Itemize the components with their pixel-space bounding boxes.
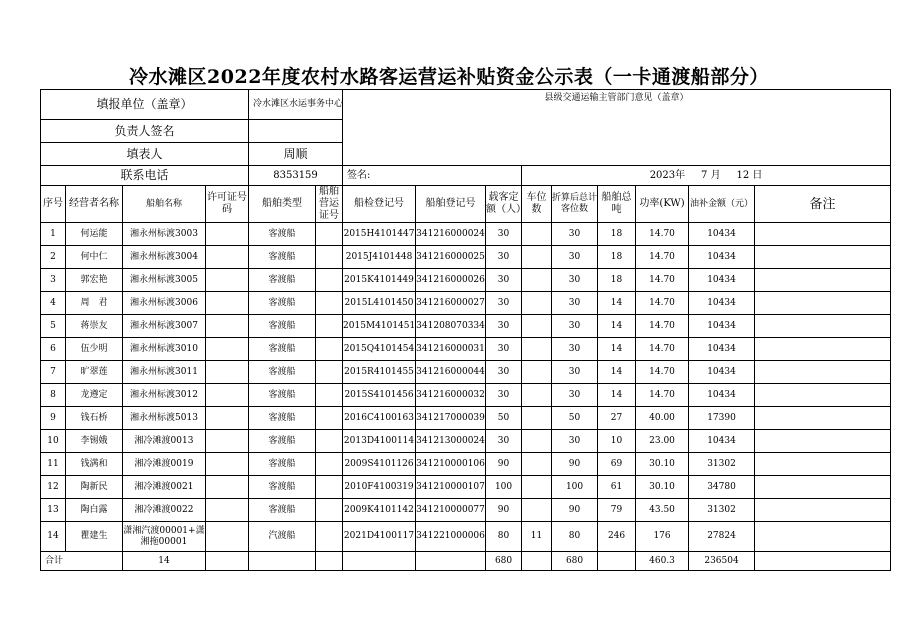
table-row — [41, 499, 891, 522]
table-cell — [755, 476, 891, 499]
table-cell: 10434 — [689, 269, 755, 292]
table-cell: 2016C4100163 — [343, 407, 416, 430]
table-cell: 14.70 — [636, 292, 689, 315]
table-cell — [206, 430, 249, 453]
table-cell: 30 — [552, 361, 598, 384]
table-cell — [316, 407, 343, 430]
table-row — [41, 246, 891, 269]
table-cell: 陶白露 — [66, 499, 123, 522]
table-cell: 14.70 — [636, 384, 689, 407]
table-cell: 何中仁 — [66, 246, 123, 269]
col-header: 船检登记号 — [343, 186, 416, 223]
table-cell: 30 — [552, 430, 598, 453]
col-header: 船舶类型 — [249, 186, 316, 223]
table-cell: 湘永州标渡3004 — [123, 246, 206, 269]
table-cell: 79 — [598, 499, 636, 522]
table-cell: 30 — [486, 384, 522, 407]
filler-value: 周顺 — [249, 143, 343, 166]
table-cell: 34780 — [689, 476, 755, 499]
table-cell: 100 — [486, 476, 522, 499]
col-header: 车位数 — [522, 186, 552, 223]
table-row — [41, 361, 891, 384]
table-cell: 湘永州标渡3005 — [123, 269, 206, 292]
table-cell: 2015K4101449 — [343, 269, 416, 292]
table-cell: 9 — [41, 407, 66, 430]
table-cell: 80 — [486, 522, 522, 552]
table-cell: 客渡船 — [249, 476, 316, 499]
table-cell: 湘永州标渡3011 — [123, 361, 206, 384]
table-cell — [316, 499, 343, 522]
table-cell: 14.70 — [636, 315, 689, 338]
table-cell: 钱满和 — [66, 453, 123, 476]
person-label: 负责人签名 — [41, 120, 249, 143]
table-cell: 8 — [41, 384, 66, 407]
table-cell — [755, 407, 891, 430]
table-cell: 2015Q4101454 — [343, 338, 416, 361]
table-cell: 伍少明 — [66, 338, 123, 361]
table-cell: 客渡船 — [249, 338, 316, 361]
table-cell: 176 — [636, 522, 689, 552]
table-cell — [316, 292, 343, 315]
table-cell: 14 — [598, 338, 636, 361]
table-cell: 14.70 — [636, 269, 689, 292]
table-cell: 客渡船 — [249, 384, 316, 407]
table-cell — [206, 384, 249, 407]
unit-value: 冷水滩区水运事务中心 — [249, 90, 343, 120]
table-row — [41, 407, 891, 430]
table-cell: 14 — [598, 361, 636, 384]
table-cell: 30 — [552, 292, 598, 315]
table-cell: 90 — [552, 453, 598, 476]
table-cell: 341221000006 — [416, 522, 486, 552]
table-cell — [522, 499, 552, 522]
table-cell: 341216000044 — [416, 361, 486, 384]
table-cell: 341216000026 — [416, 269, 486, 292]
table-cell: 10434 — [689, 223, 755, 246]
table-cell: 341216000024 — [416, 223, 486, 246]
table-cell: 旷翠莲 — [66, 361, 123, 384]
table-cell: 客渡船 — [249, 361, 316, 384]
table-cell: 汽渡船 — [249, 522, 316, 552]
table-cell: 341216000032 — [416, 384, 486, 407]
total-capacity: 680 — [486, 552, 522, 571]
table-cell: 30 — [552, 338, 598, 361]
table-cell: 郭宏艳 — [66, 269, 123, 292]
table-cell: 客渡船 — [249, 499, 316, 522]
table-cell: 李锡娥 — [66, 430, 123, 453]
table-cell: 湘冷滩渡0013 — [123, 430, 206, 453]
table-cell — [522, 338, 552, 361]
table-cell: 10 — [41, 430, 66, 453]
table-cell: 61 — [598, 476, 636, 499]
table-cell: 2015J4101448 — [343, 246, 416, 269]
table-cell — [522, 453, 552, 476]
table-cell: 5 — [41, 315, 66, 338]
table-cell: 2015L4101450 — [343, 292, 416, 315]
col-header: 载客定额（人） — [486, 186, 522, 223]
phone-value: 8353159 — [249, 166, 343, 186]
table-cell — [206, 453, 249, 476]
table-cell: 湘永州标渡3003 — [123, 223, 206, 246]
county-opinion: 县级交通运输主管部门意见（盖章） — [343, 90, 891, 166]
table-cell: 341216000031 — [416, 338, 486, 361]
table-cell: 湘永州标渡5013 — [123, 407, 206, 430]
table-cell — [755, 223, 891, 246]
table-row — [41, 453, 891, 476]
table-cell: 14 — [598, 315, 636, 338]
table-row — [41, 430, 891, 453]
table-cell: 14.70 — [636, 361, 689, 384]
table-cell — [522, 430, 552, 453]
table-cell: 31302 — [689, 453, 755, 476]
table-cell — [316, 223, 343, 246]
table-cell: 50 — [486, 407, 522, 430]
table-cell: 31302 — [689, 499, 755, 522]
table-cell — [522, 476, 552, 499]
table-cell: 18 — [598, 269, 636, 292]
table-cell: 钱石桥 — [66, 407, 123, 430]
table-cell — [522, 292, 552, 315]
table-cell: 客渡船 — [249, 223, 316, 246]
table-cell: 7 — [41, 361, 66, 384]
col-header: 船舶登记号 — [416, 186, 486, 223]
col-header: 折算后总计客位数 — [552, 186, 598, 223]
table-cell: 40.00 — [636, 407, 689, 430]
table-cell: 23.00 — [636, 430, 689, 453]
table-cell — [755, 384, 891, 407]
table-cell — [522, 407, 552, 430]
table-cell: 2015R4101455 — [343, 361, 416, 384]
table-row — [41, 384, 891, 407]
table-cell: 10 — [598, 430, 636, 453]
col-header: 船舶营运证号 — [316, 186, 343, 223]
col-header: 许可证号码 — [206, 186, 249, 223]
page-title: 冷水滩区2022年度农村水路客运营运补贴资金公示表（一卡通渡船部分） — [129, 66, 769, 88]
table-cell: 湘冷滩渡0019 — [123, 453, 206, 476]
table-cell: 27824 — [689, 522, 755, 552]
date-year: 2023年 — [649, 170, 686, 181]
table-cell: 30 — [486, 361, 522, 384]
table-cell: 潇湘汽渡00001+潇湘拖00001 — [123, 522, 206, 552]
person-value — [249, 120, 343, 143]
table-cell: 周 君 — [66, 292, 123, 315]
table-cell: 30 — [486, 246, 522, 269]
table-cell: 30 — [486, 338, 522, 361]
table-cell — [206, 476, 249, 499]
table-cell: 14 — [598, 292, 636, 315]
table-row — [41, 269, 891, 292]
date-month: 7 月 — [701, 170, 721, 181]
table-cell: 14.70 — [636, 223, 689, 246]
table-cell: 1 — [41, 223, 66, 246]
total-subsidy: 236504 — [689, 552, 755, 571]
table-cell: 龙遵定 — [66, 384, 123, 407]
table-cell: 30 — [486, 269, 522, 292]
table-cell — [522, 269, 552, 292]
table-cell: 341208070334 — [416, 315, 486, 338]
total-row — [41, 552, 891, 571]
table-cell — [522, 384, 552, 407]
table-cell: 100 — [552, 476, 598, 499]
table-cell: 30 — [552, 223, 598, 246]
total-count: 14 — [123, 552, 206, 571]
date-day: 12 日 — [736, 170, 763, 181]
table-row — [41, 476, 891, 499]
total-converted: 680 — [552, 552, 598, 571]
table-cell: 30 — [552, 315, 598, 338]
table-cell: 2013D4100114 — [343, 430, 416, 453]
table-cell: 10434 — [689, 338, 755, 361]
table-cell: 341213000024 — [416, 430, 486, 453]
table-cell: 11 — [522, 522, 552, 552]
table-cell: 客渡船 — [249, 246, 316, 269]
table-cell — [522, 315, 552, 338]
table-cell — [206, 269, 249, 292]
table-cell: 客渡船 — [249, 292, 316, 315]
table-cell: 2009S4101126 — [343, 453, 416, 476]
table-cell: 湘永州标渡3010 — [123, 338, 206, 361]
table-cell — [316, 361, 343, 384]
table-cell — [206, 292, 249, 315]
table-cell: 湘永州标渡3006 — [123, 292, 206, 315]
col-header: 船舶名称 — [123, 186, 206, 223]
table-cell: 341216000027 — [416, 292, 486, 315]
table-cell: 湘冷滩渡0022 — [123, 499, 206, 522]
table-cell: 14.70 — [636, 246, 689, 269]
table-cell: 341210000107 — [416, 476, 486, 499]
table-cell: 14.70 — [636, 338, 689, 361]
table-cell — [316, 338, 343, 361]
table-cell — [755, 292, 891, 315]
table-cell: 瞿建生 — [66, 522, 123, 552]
table-cell — [316, 522, 343, 552]
filler-label: 填表人 — [41, 143, 249, 166]
table-cell: 30.10 — [636, 453, 689, 476]
col-header: 油补金额（元） — [689, 186, 755, 223]
table-cell — [522, 223, 552, 246]
table-cell: 11 — [41, 453, 66, 476]
sign-label: 签名: — [343, 166, 522, 186]
table-row — [41, 522, 891, 552]
table-cell: 14 — [598, 384, 636, 407]
table-cell: 30 — [552, 269, 598, 292]
table-cell: 2009K4101142 — [343, 499, 416, 522]
table-cell: 341210000077 — [416, 499, 486, 522]
table-cell: 蒋崇友 — [66, 315, 123, 338]
table-cell: 湘永州标渡3007 — [123, 315, 206, 338]
table-cell — [206, 315, 249, 338]
table-cell: 10434 — [689, 361, 755, 384]
table-cell — [316, 476, 343, 499]
table-cell — [316, 453, 343, 476]
table-cell: 湘永州标渡3012 — [123, 384, 206, 407]
table-cell: 30 — [552, 246, 598, 269]
table-row — [41, 338, 891, 361]
table-cell: 2021D4100117 — [343, 522, 416, 552]
table-cell: 18 — [598, 246, 636, 269]
table-cell: 341217000039 — [416, 407, 486, 430]
table-cell: 湘冷滩渡0021 — [123, 476, 206, 499]
table-cell: 43.50 — [636, 499, 689, 522]
table-cell: 4 — [41, 292, 66, 315]
table-cell — [316, 246, 343, 269]
table-cell: 10434 — [689, 384, 755, 407]
table-cell — [206, 499, 249, 522]
total-label: 合计 — [41, 552, 123, 571]
table-cell — [316, 430, 343, 453]
table-cell — [755, 430, 891, 453]
table-cell: 30.10 — [636, 476, 689, 499]
table-row — [41, 223, 891, 246]
table-cell: 10434 — [689, 315, 755, 338]
col-header: 备注 — [755, 186, 891, 223]
table-cell — [755, 315, 891, 338]
col-header: 船舶总吨 — [598, 186, 636, 223]
table-cell: 客渡船 — [249, 453, 316, 476]
table-row — [41, 292, 891, 315]
table-cell: 30 — [486, 430, 522, 453]
table-cell: 90 — [552, 499, 598, 522]
table-cell: 27 — [598, 407, 636, 430]
table-cell — [316, 315, 343, 338]
table-cell: 14 — [41, 522, 66, 552]
table-cell: 陶新民 — [66, 476, 123, 499]
table-cell: 客渡船 — [249, 430, 316, 453]
table-cell — [316, 384, 343, 407]
table-cell: 69 — [598, 453, 636, 476]
table-cell: 30 — [486, 292, 522, 315]
table-cell: 客渡船 — [249, 269, 316, 292]
table-cell — [206, 361, 249, 384]
table-cell — [755, 246, 891, 269]
sign-date — [522, 166, 891, 186]
table-cell — [522, 361, 552, 384]
table-cell: 18 — [598, 223, 636, 246]
table-cell: 3 — [41, 269, 66, 292]
table-cell — [755, 338, 891, 361]
table-cell — [316, 269, 343, 292]
table-cell: 90 — [486, 453, 522, 476]
table-cell: 30 — [486, 315, 522, 338]
table-cell: 2015H4101447 — [343, 223, 416, 246]
table-cell: 90 — [486, 499, 522, 522]
table-cell: 80 — [552, 522, 598, 552]
table-cell: 客渡船 — [249, 315, 316, 338]
table-cell — [206, 246, 249, 269]
table-cell: 341210000106 — [416, 453, 486, 476]
table-cell — [206, 338, 249, 361]
table-cell: 2015M4101451 — [343, 315, 416, 338]
table-cell — [755, 499, 891, 522]
col-header: 功率(KW) — [636, 186, 689, 223]
table-cell — [755, 269, 891, 292]
table-cell: 10434 — [689, 246, 755, 269]
table-cell — [755, 361, 891, 384]
col-header: 经营者名称 — [66, 186, 123, 223]
table-cell: 12 — [41, 476, 66, 499]
table-cell: 50 — [552, 407, 598, 430]
table-cell: 246 — [598, 522, 636, 552]
table-cell: 2010F4100319 — [343, 476, 416, 499]
table-cell — [206, 522, 249, 552]
total-power: 460.3 — [636, 552, 689, 571]
phone-label: 联系电话 — [41, 166, 249, 186]
table-cell: 30 — [486, 223, 522, 246]
table-cell: 6 — [41, 338, 66, 361]
col-header: 序号 — [41, 186, 66, 223]
table-cell: 2015S4101456 — [343, 384, 416, 407]
table-cell — [206, 223, 249, 246]
table-cell: 10434 — [689, 430, 755, 453]
table-cell: 17390 — [689, 407, 755, 430]
table-cell: 341216000025 — [416, 246, 486, 269]
table-cell: 2 — [41, 246, 66, 269]
unit-label: 填报单位（盖章） — [41, 90, 249, 120]
subsidy-table — [40, 89, 891, 571]
table-cell: 10434 — [689, 292, 755, 315]
table-cell: 客渡船 — [249, 407, 316, 430]
table-cell: 30 — [552, 384, 598, 407]
table-row — [41, 315, 891, 338]
table-cell — [522, 246, 552, 269]
table-cell: 何运能 — [66, 223, 123, 246]
table-cell — [755, 453, 891, 476]
table-cell — [755, 522, 891, 552]
table-cell — [206, 407, 249, 430]
table-cell: 13 — [41, 499, 66, 522]
